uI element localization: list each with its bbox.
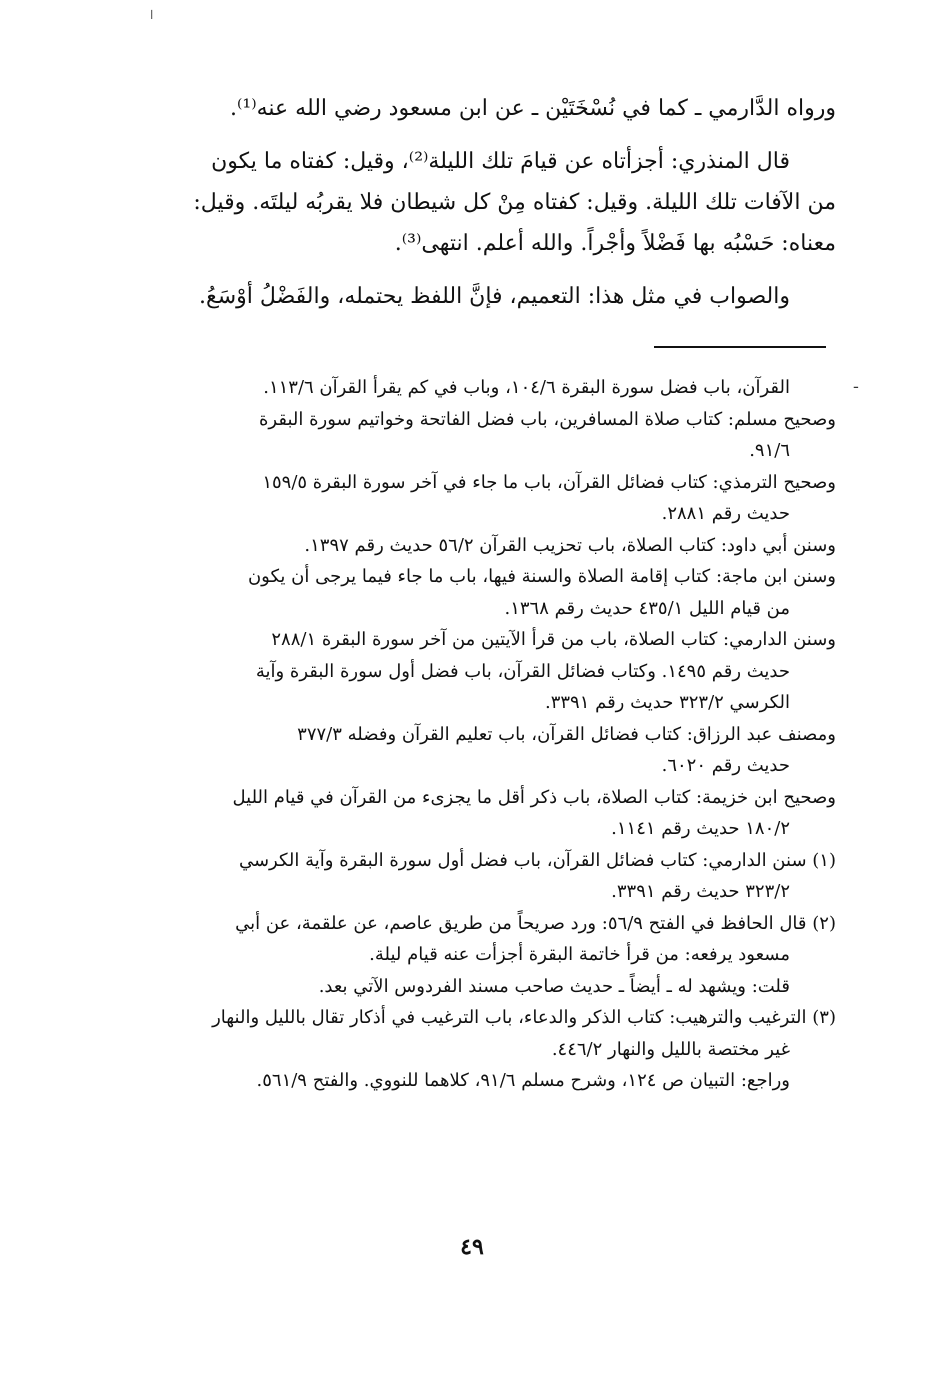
footnote-line: وصحيح الترمذي: كتاب فضائل القرآن، باب ما جاء في آخر سورة البقرة ١٥٩/٥ <box>262 471 836 493</box>
footnotes <box>106 372 836 1097</box>
footnote-number: (١) <box>812 849 836 871</box>
footnote-line: غير مختصة بالليل والنهار ٤٤٦/٢. <box>551 1038 790 1060</box>
footnote-line: وراجع: التبيان ص ١٢٤، وشرح مسلم ٩١/٦، كلاهما للنووي. والفتح ٥٦١/٩. <box>256 1070 790 1091</box>
paragraph-1 <box>106 88 836 129</box>
page-number: ٤٩ <box>460 1234 484 1260</box>
footnote-line: مسعود يرفعه: من قرأ خاتمة البقرة أجزأت عنه قيام ليلة. <box>369 944 790 965</box>
footnote-text: الترغيب والترهيب: كتاب الذكر والدعاء، باب الترغيب في أذكار تقال بالليل والنهار <box>212 1007 807 1028</box>
text-line: ورواه الدَّارمي ـ كما في نُسْخَتَيْن ـ عن ابن مسعود رضي الله عنه⁽¹⁾. <box>229 96 836 121</box>
footnote-text: قال الحافظ في الفتح ٥٦/٩: ورد صريحاً من طريق عاصم، عن علقمة، عن أبي <box>235 912 807 934</box>
footnote-text: سنن الدارمي: كتاب فضائل القرآن، باب فضل أول سورة البقرة وآية الكرسي <box>238 849 807 871</box>
footnote-line: وسنن أبي داود: كتاب الصلاة، باب تحزيب القرآن ٥٦/٢ حديث رقم ١٣٩٧. <box>304 534 836 556</box>
footnote-separator <box>654 346 826 348</box>
footnote-line: حديث رقم ٢٨٨١. <box>661 503 790 524</box>
footnote-2 <box>106 908 836 940</box>
footnote-line: قلت: ويشهد له ـ أيضاً ـ حديث صاحب مسند الفردوس الآتي بعد. <box>318 975 790 997</box>
text-line: من الآفات تلك الليلة. وقيل: كفتاه مِنْ كل شيطان فلا يقربُه ليلتَه. وقيل: <box>193 190 836 215</box>
footnote-line: القرآن، باب فضل سورة البقرة ١٠٤/٦، وباب في كم يقرأ القرآن ١١٣/٦. <box>263 377 790 398</box>
footnote-line: حديث رقم ١٤٩٥. وكتاب فضائل القرآن، باب فضل أول سورة البقرة وآية <box>255 660 790 682</box>
main-text <box>106 88 836 317</box>
margin-mark: ا <box>150 8 154 22</box>
paragraph-3 <box>106 276 836 317</box>
footnote-line: وسنن الدارمي: كتاب الصلاة، باب من قرأ الآيتين من آخر سورة البقرة ٢٨٨/١ <box>271 629 836 650</box>
footnote-line: وصحيح مسلم: كتاب صلاة المسافرين، باب فضل الفاتحة وخواتيم سورة البقرة <box>258 408 836 430</box>
text-line: والصواب في مثل هذا: التعميم، فإنَّ اللفظ يحتمله، والفَضْلُ أوْسَعُ. <box>199 284 790 309</box>
margin-dot: ـ <box>853 376 858 392</box>
footnote-number: (٣) <box>812 1007 836 1028</box>
footnote-line: حديث رقم ٦٠٢٠. <box>661 755 790 776</box>
paragraph-2 <box>106 141 836 264</box>
footnote-1 <box>106 845 836 877</box>
footnote-3 <box>106 1002 836 1034</box>
footnote-line: وسنن ابن ماجة: كتاب إقامة الصلاة والسنة فيها، باب ما جاء فيما يرجى أن يكون <box>247 566 836 587</box>
text-line: معناه: حَسْبُه بها فَضْلاً وأجْراً. والله أعلم. انتهى⁽³⁾. <box>394 231 836 256</box>
footnote-line: ١٨٠/٢ حديث رقم ١١٤١. <box>611 818 790 839</box>
footnote-line: وصحيح ابن خزيمة: كتاب الصلاة، باب ذكر أقل ما يجزىء من القرآن في قيام الليل <box>232 786 836 808</box>
footnote-line: الكرسي ٣٢٣/٢ حديث رقم ٣٣٩١. <box>544 692 790 713</box>
text-line: قال المنذري: أجزأتاه عن قيامَ تلك الليلة⁽²⁾، وقيل: كفتاه ما يكون <box>211 149 790 174</box>
footnote-line: ٣٢٣/٢ حديث رقم ٣٣٩١. <box>611 881 790 902</box>
footnote-number: (٢) <box>812 912 836 934</box>
footnote-line: من قيام الليل ٤٣٥/١ حديث رقم ١٣٦٨. <box>504 597 790 619</box>
footnote-line: ٩١/٦. <box>749 440 790 461</box>
footnote-line: ومصنف عبد الرزاق: كتاب فضائل القرآن، باب تعليم القرآن وفضله ٣٧٧/٣ <box>297 723 836 745</box>
